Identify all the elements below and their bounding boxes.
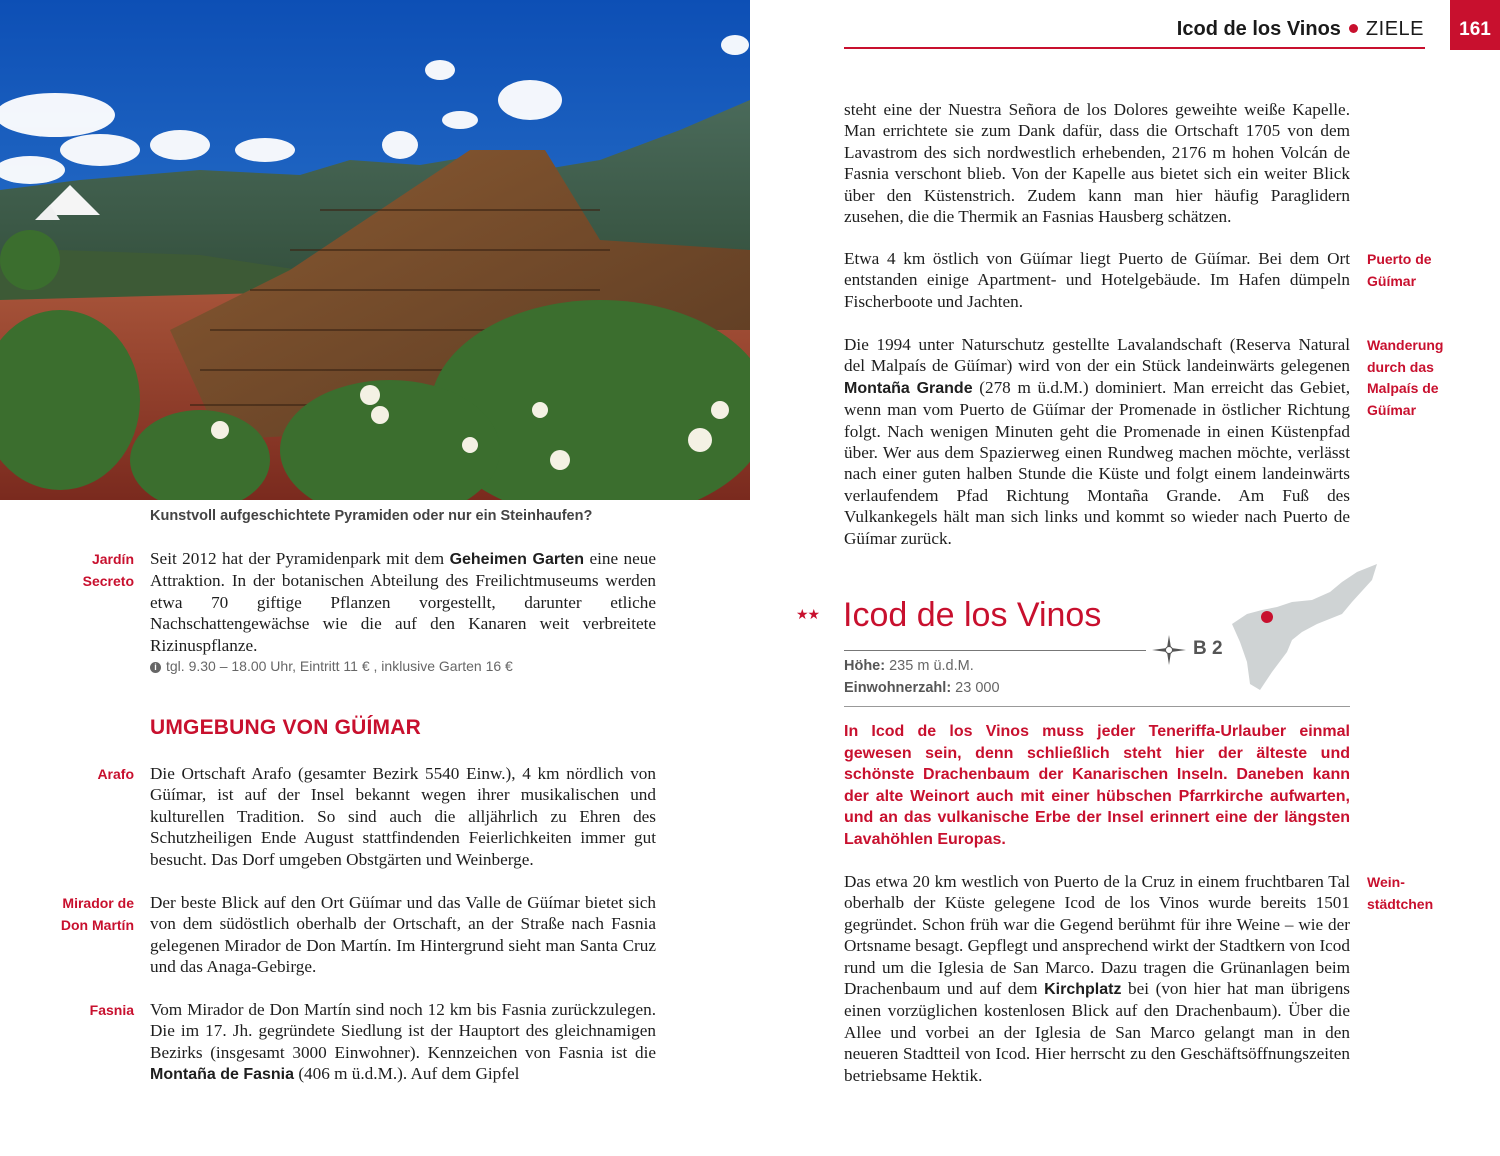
paragraph-jardin-secreto bbox=[150, 548, 656, 656]
paragraph-weinstaedtchen bbox=[844, 871, 1350, 1086]
bullet-dot-icon bbox=[1349, 24, 1358, 33]
text-run: (278 m ü.d.M.) dominiert. Man erreicht das Gebiet, wenn man vom Puerto de Güímar der Promenade in östlicher Richtung folgt. Nach wenigen Minuten geht die Promenade in einen Küstenpfad über. Wer aus dem Spazierweg einen Rundweg machen möchte, verlässt nach einer guten halben Stunde die Küste und folgt einem landeinwärts verlaufendem Pfad Richtung Montaña Grande. Am Fuß des Vulkankegels hält man sich links und kommt so wieder nach Puerto de Güímar zurück. bbox=[844, 377, 1351, 548]
bold-term: Montaña de Fasnia bbox=[150, 1066, 295, 1084]
margin-label-line: Jardín bbox=[91, 551, 134, 567]
margin-label-line: Mirador de bbox=[62, 895, 134, 911]
margin-label-line: Wein- bbox=[1367, 874, 1405, 890]
fact-value: 235 m ü.d.M. bbox=[885, 658, 974, 674]
bold-term: Montaña Grande bbox=[844, 379, 973, 397]
margin-label-weinstaedtchen bbox=[1367, 872, 1487, 915]
running-head-title: Icod de los Vinos bbox=[1176, 18, 1341, 40]
margin-label-line: Secreto bbox=[82, 572, 134, 589]
location-marker-icon bbox=[1261, 611, 1273, 623]
margin-label-line: Güímar bbox=[1367, 272, 1417, 289]
margin-label-line: Wanderung bbox=[1367, 337, 1444, 353]
entry-rule bbox=[844, 650, 1146, 651]
text-run: Die 1994 unter Naturschutz gestellte Lavalandschaft (Reserva Natural del Malpaís de Güímar) wird von der ein Stück landeinwärts gelegenen bbox=[844, 335, 1350, 376]
fact-label: Höhe: bbox=[844, 658, 886, 674]
paragraph-continuation: steht eine der Nuestra Señora de los Dolores geweihte weiße Kapelle. Man errichtete sie zum Dank dafür, dass die Ortschaft 1705 von dem Lavastrom des sich nordwestlich erhebenden, 2176 m hohen Volcán de Fasnia verschont blieb. Von der Kapelle aus bietet sich ein weiter Blick über den Küstenstrich. Zudem kann man hier häufig Paraglidern zusehen, die die Thermik an Fasnias Hausberg schätzen. bbox=[844, 100, 1350, 227]
paragraph-mirador: Der beste Blick auf den Ort Güímar und das Valle de Güímar bietet sich von dem südöstlich oberhalb der Ortschaft, an der Straße nach Fasnia gelegenen Mirador de Don Martín. Im Hintergrund sieht man Santa Cruz und das Anaga-Gebirge. bbox=[150, 893, 656, 977]
text-run: eine neue Attraktion. In der botanischen Abteilung des Freilichtmuseums werden etwa 70 giftige Pflanzen vorgestellt, darunter etliche Nachschattengewächse wie die auf den Kanaren weit verbreitete Rizinuspflanze. bbox=[150, 549, 657, 655]
running-head-section: ZIELE bbox=[1365, 18, 1424, 40]
text-run: Vom Mirador de Don Martín sind noch 12 km bis Fasnia zurückzulegen. Die im 17. Jh. gegründete Siedlung ist der Hauptort des gleichnamigen Bezirks (insgesamt 3000 Einwohner). Kennzeichen von Fasnia ist die bbox=[150, 1000, 656, 1062]
margin-label-arafo: Arafo bbox=[97, 766, 134, 782]
text-run: Das etwa 20 km westlich von Puerto de la Cruz in einem fruchtbaren Tal oberhalb der Küste gelegene Icod de los Vinos wurde bereits 1501 gegründet. Schon früh war die Gegend berühmt für ihre Weine – wie der Ortsname besagt. Gepflegt und ansprechend wirkt der Stadtkern von Icod rund um die Iglesia de San Marco. Dazu tragen die Grünanlagen beim Drachenbaum und auf dem bbox=[844, 872, 1350, 999]
entry-intro: In Icod de los Vinos muss jeder Teneriffa-Urlauber einmal gewesen sein, denn schließlich steht hier der älteste und schönste Drachenbaum der Kanarischen Inseln. Daneben kann der alte Weinort auch mit einer hübschen Pfarrkirche aufwarten, und an das vulkanische Erbe der Insel erinnert eine der längsten Lavahöhlen Europas. bbox=[844, 723, 1350, 848]
pyramids-photo bbox=[0, 0, 750, 500]
paragraph-puerto: Etwa 4 km östlich von Güímar liegt Puerto de Güímar. Bei dem Ort entstanden einige Apartment- und Hotelgebäude. Im Hafen dümpeln Fischerboote und Jachten. bbox=[844, 249, 1350, 311]
margin-label-puerto bbox=[1367, 249, 1487, 292]
text-run: Seit 2012 hat der Pyramidenpark mit dem bbox=[150, 549, 450, 568]
margin-label-mirador bbox=[50, 893, 134, 936]
opening-hours-info bbox=[150, 658, 513, 674]
bold-term: Kirchplatz bbox=[1044, 981, 1122, 999]
photo-illustration bbox=[0, 0, 750, 500]
paragraph-wanderung bbox=[844, 334, 1350, 549]
compass-icon bbox=[1152, 635, 1186, 670]
margin-label-wanderung bbox=[1367, 335, 1487, 421]
margin-label-line: Puerto de bbox=[1367, 251, 1432, 267]
altitude-fact bbox=[844, 658, 974, 674]
section-heading: UMGEBUNG VON GÜÍMAR bbox=[150, 716, 421, 739]
rating-stars-icon: ★★ bbox=[796, 607, 820, 623]
info-icon: i bbox=[150, 662, 161, 673]
paragraph-arafo: Die Ortschaft Arafo (gesamter Bezirk 5540 Einw.), 4 km nördlich von Güímar, ist auf der Insel bekannt wegen ihrer musikalischen und kulturellen Tradition. So sind auch die alljährlich zu Ehren des Schutzheiligen Ende August stattfindenden Feierlichkeiten immer gut besucht. Das Dorf umgeben Obstgärten und Weinberge. bbox=[150, 764, 656, 869]
margin-label-jardin-secreto bbox=[50, 549, 134, 592]
info-text: tgl. 9.30 – 18.00 Uhr, Eintritt 11 € , inklusive Garten 16 € bbox=[166, 658, 513, 674]
text-run: bei (von hier hat man übrigens einen vorzüglichen kostenlosen Blick auf den Drachenbaum). Über die Allee und vorbei an der Iglesia de San Marco gelangt man in den neueren Stadtteil von Icod. Hier herrscht zu den Geschäftsöffnungszeiten betriebsame Hektik. bbox=[844, 979, 1350, 1085]
fact-value: 23 000 bbox=[951, 680, 1000, 696]
text-run: (406 m ü.d.M.). Auf dem Gipfel bbox=[294, 1064, 520, 1084]
margin-label-line: durch das bbox=[1367, 358, 1434, 375]
fact-label: Einwohnerzahl: bbox=[844, 680, 952, 696]
page-number: 161 bbox=[1450, 0, 1500, 50]
photo-caption: Kunstvoll aufgeschichtete Pyramiden oder nur ein Steinhaufen? bbox=[150, 508, 593, 524]
margin-label-line: Don Martín bbox=[60, 916, 134, 933]
locator-map bbox=[1232, 562, 1382, 699]
running-head bbox=[1177, 18, 1424, 41]
population-fact bbox=[844, 680, 1000, 696]
margin-label-fasnia: Fasnia bbox=[89, 1002, 134, 1018]
island-shape bbox=[1232, 564, 1377, 690]
margin-label-line: städtchen bbox=[1367, 895, 1434, 912]
entry-title: Icod de los Vinos bbox=[843, 596, 1102, 634]
map-grid-reference: B 2 bbox=[1193, 638, 1223, 659]
header-rule bbox=[844, 47, 1425, 49]
margin-label-line: Güímar bbox=[1367, 401, 1417, 418]
bold-term: Geheimen Garten bbox=[449, 551, 585, 568]
facts-rule bbox=[844, 706, 1350, 707]
paragraph-fasnia bbox=[150, 999, 656, 1086]
margin-label-line: Malpaís de bbox=[1367, 380, 1439, 396]
